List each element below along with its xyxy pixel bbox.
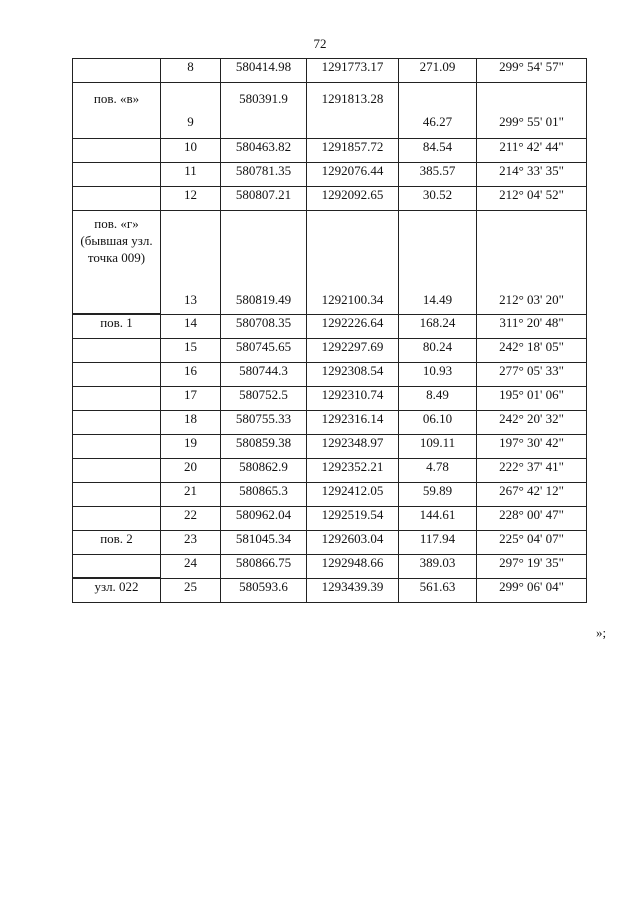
table-row: [73, 187, 587, 211]
length-cell: 271.09: [399, 59, 477, 83]
table-row: [73, 435, 587, 459]
table-row: [73, 363, 587, 387]
x-coordinate-cell: 580752.5: [221, 387, 307, 411]
angle-cell: 311° 20' 48": [477, 315, 587, 339]
y-coordinate-cell: 1292316.14: [307, 411, 399, 435]
turn-cell: [73, 411, 161, 435]
length-cell: 561.63: [399, 579, 477, 603]
y-coordinate-cell: 1292100.34: [307, 211, 399, 315]
point-number-cell: 20: [161, 459, 221, 483]
point-number-cell: 24: [161, 555, 221, 579]
angle-cell: 211° 42' 44": [477, 139, 587, 163]
angle-cell: 212° 04' 52": [477, 187, 587, 211]
x-coordinate-cell: 580819.49: [221, 211, 307, 315]
length-cell: 30.52: [399, 187, 477, 211]
angle-cell: 297° 19' 35": [477, 555, 587, 579]
point-number-cell: 18: [161, 411, 221, 435]
turn-cell: пов. 2: [73, 531, 161, 555]
coordinates-table: [72, 58, 587, 603]
x-coordinate-cell: 580593.6: [221, 579, 307, 603]
point-number-cell: 23: [161, 531, 221, 555]
table-row: [73, 555, 587, 579]
length-cell: 168.24: [399, 315, 477, 339]
length-cell: 06.10: [399, 411, 477, 435]
point-number-cell: 12: [161, 187, 221, 211]
table-row: [73, 339, 587, 363]
point-number-cell: 11: [161, 163, 221, 187]
x-coordinate-cell: 580807.21: [221, 187, 307, 211]
x-coordinate-cell: 580755.33: [221, 411, 307, 435]
y-coordinate-cell: 1292412.05: [307, 483, 399, 507]
x-coordinate-cell: 580962.04: [221, 507, 307, 531]
table-row: [73, 483, 587, 507]
angle-cell: 277° 05' 33": [477, 363, 587, 387]
point-number-cell: 9: [161, 83, 221, 139]
length-cell: 8.49: [399, 387, 477, 411]
x-coordinate-cell: 580865.3: [221, 483, 307, 507]
y-coordinate-cell: 1292092.65: [307, 187, 399, 211]
y-coordinate-cell: 1292948.66: [307, 555, 399, 579]
length-cell: 385.57: [399, 163, 477, 187]
length-cell: 14.49: [399, 211, 477, 315]
turn-cell: [73, 387, 161, 411]
y-coordinate-cell: 1292348.97: [307, 435, 399, 459]
length-cell: 117.94: [399, 531, 477, 555]
turn-cell: пов. «в»: [73, 83, 161, 139]
table-row: [73, 387, 587, 411]
y-coordinate-cell: 1291857.72: [307, 139, 399, 163]
turn-cell: [73, 483, 161, 507]
turn-cell: пов. 1: [73, 315, 161, 339]
length-cell: 109.11: [399, 435, 477, 459]
x-coordinate-cell: 580463.82: [221, 139, 307, 163]
x-coordinate-cell: 580781.35: [221, 163, 307, 187]
turn-cell: [73, 507, 161, 531]
angle-cell: 228° 00' 47": [477, 507, 587, 531]
x-coordinate-cell: 580708.35: [221, 315, 307, 339]
table-row: [73, 459, 587, 483]
table-row: [73, 507, 587, 531]
turn-cell: узл. 022: [73, 579, 161, 603]
x-coordinate-cell: 580859.38: [221, 435, 307, 459]
y-coordinate-cell: 1292308.54: [307, 363, 399, 387]
length-cell: 80.24: [399, 339, 477, 363]
length-cell: 4.78: [399, 459, 477, 483]
table-row: [73, 579, 587, 603]
point-number-cell: 13: [161, 211, 221, 315]
turn-cell: [73, 59, 161, 83]
angle-cell: 195° 01' 06": [477, 387, 587, 411]
point-number-cell: 25: [161, 579, 221, 603]
turn-cell: [73, 163, 161, 187]
point-number-cell: 21: [161, 483, 221, 507]
point-number-cell: 22: [161, 507, 221, 531]
turn-cell: [73, 187, 161, 211]
y-coordinate-cell: 1292076.44: [307, 163, 399, 187]
y-coordinate-cell: 1293439.39: [307, 579, 399, 603]
x-coordinate-cell: 580745.65: [221, 339, 307, 363]
point-number-cell: 16: [161, 363, 221, 387]
page-number: 72: [313, 36, 327, 51]
y-coordinate-cell: 1292226.64: [307, 315, 399, 339]
table-row: [73, 139, 587, 163]
angle-cell: 197° 30' 42": [477, 435, 587, 459]
turn-cell: [73, 339, 161, 363]
angle-cell: 225° 04' 07": [477, 531, 587, 555]
angle-cell: 222° 37' 41": [477, 459, 587, 483]
y-coordinate-cell: 1291813.28: [307, 83, 399, 139]
point-number-cell: 14: [161, 315, 221, 339]
length-cell: 84.54: [399, 139, 477, 163]
y-coordinate-cell: 1292519.54: [307, 507, 399, 531]
x-coordinate-cell: 580414.98: [221, 59, 307, 83]
angle-cell: 299° 55' 01": [477, 83, 587, 139]
table-row: [73, 531, 587, 555]
x-coordinate-cell: 581045.34: [221, 531, 307, 555]
y-coordinate-cell: 1292297.69: [307, 339, 399, 363]
length-cell: 144.61: [399, 507, 477, 531]
angle-cell: 299° 54' 57": [477, 59, 587, 83]
x-coordinate-cell: 580391.9: [221, 83, 307, 139]
length-cell: 46.27: [399, 83, 477, 139]
angle-cell: 212° 03' 20": [477, 211, 587, 315]
x-coordinate-cell: 580744.3: [221, 363, 307, 387]
table-row: [73, 83, 587, 139]
turn-cell: пов. «г» (бывшая узл. точка 009): [73, 211, 161, 315]
closing-quote-mark: »;: [596, 625, 607, 640]
length-cell: 389.03: [399, 555, 477, 579]
point-number-cell: 8: [161, 59, 221, 83]
angle-cell: 242° 20' 32": [477, 411, 587, 435]
turn-cell: [73, 459, 161, 483]
length-cell: 59.89: [399, 483, 477, 507]
x-coordinate-cell: 580866.75: [221, 555, 307, 579]
table-row: [73, 163, 587, 187]
point-number-cell: 15: [161, 339, 221, 363]
angle-cell: 299° 06' 04": [477, 579, 587, 603]
length-cell: 10.93: [399, 363, 477, 387]
angle-cell: 267° 42' 12": [477, 483, 587, 507]
table-row: [73, 315, 587, 339]
table-row: [73, 411, 587, 435]
y-coordinate-cell: 1292603.04: [307, 531, 399, 555]
turn-cell: [73, 555, 161, 579]
turn-cell: [73, 139, 161, 163]
x-coordinate-cell: 580862.9: [221, 459, 307, 483]
y-coordinate-cell: 1292310.74: [307, 387, 399, 411]
point-number-cell: 17: [161, 387, 221, 411]
y-coordinate-cell: 1291773.17: [307, 59, 399, 83]
angle-cell: 242° 18' 05": [477, 339, 587, 363]
angle-cell: 214° 33' 35": [477, 163, 587, 187]
table-row: [73, 59, 587, 83]
turn-cell: [73, 435, 161, 459]
turn-cell: [73, 363, 161, 387]
y-coordinate-cell: 1292352.21: [307, 459, 399, 483]
point-number-cell: 10: [161, 139, 221, 163]
point-number-cell: 19: [161, 435, 221, 459]
table-row: [73, 211, 587, 315]
